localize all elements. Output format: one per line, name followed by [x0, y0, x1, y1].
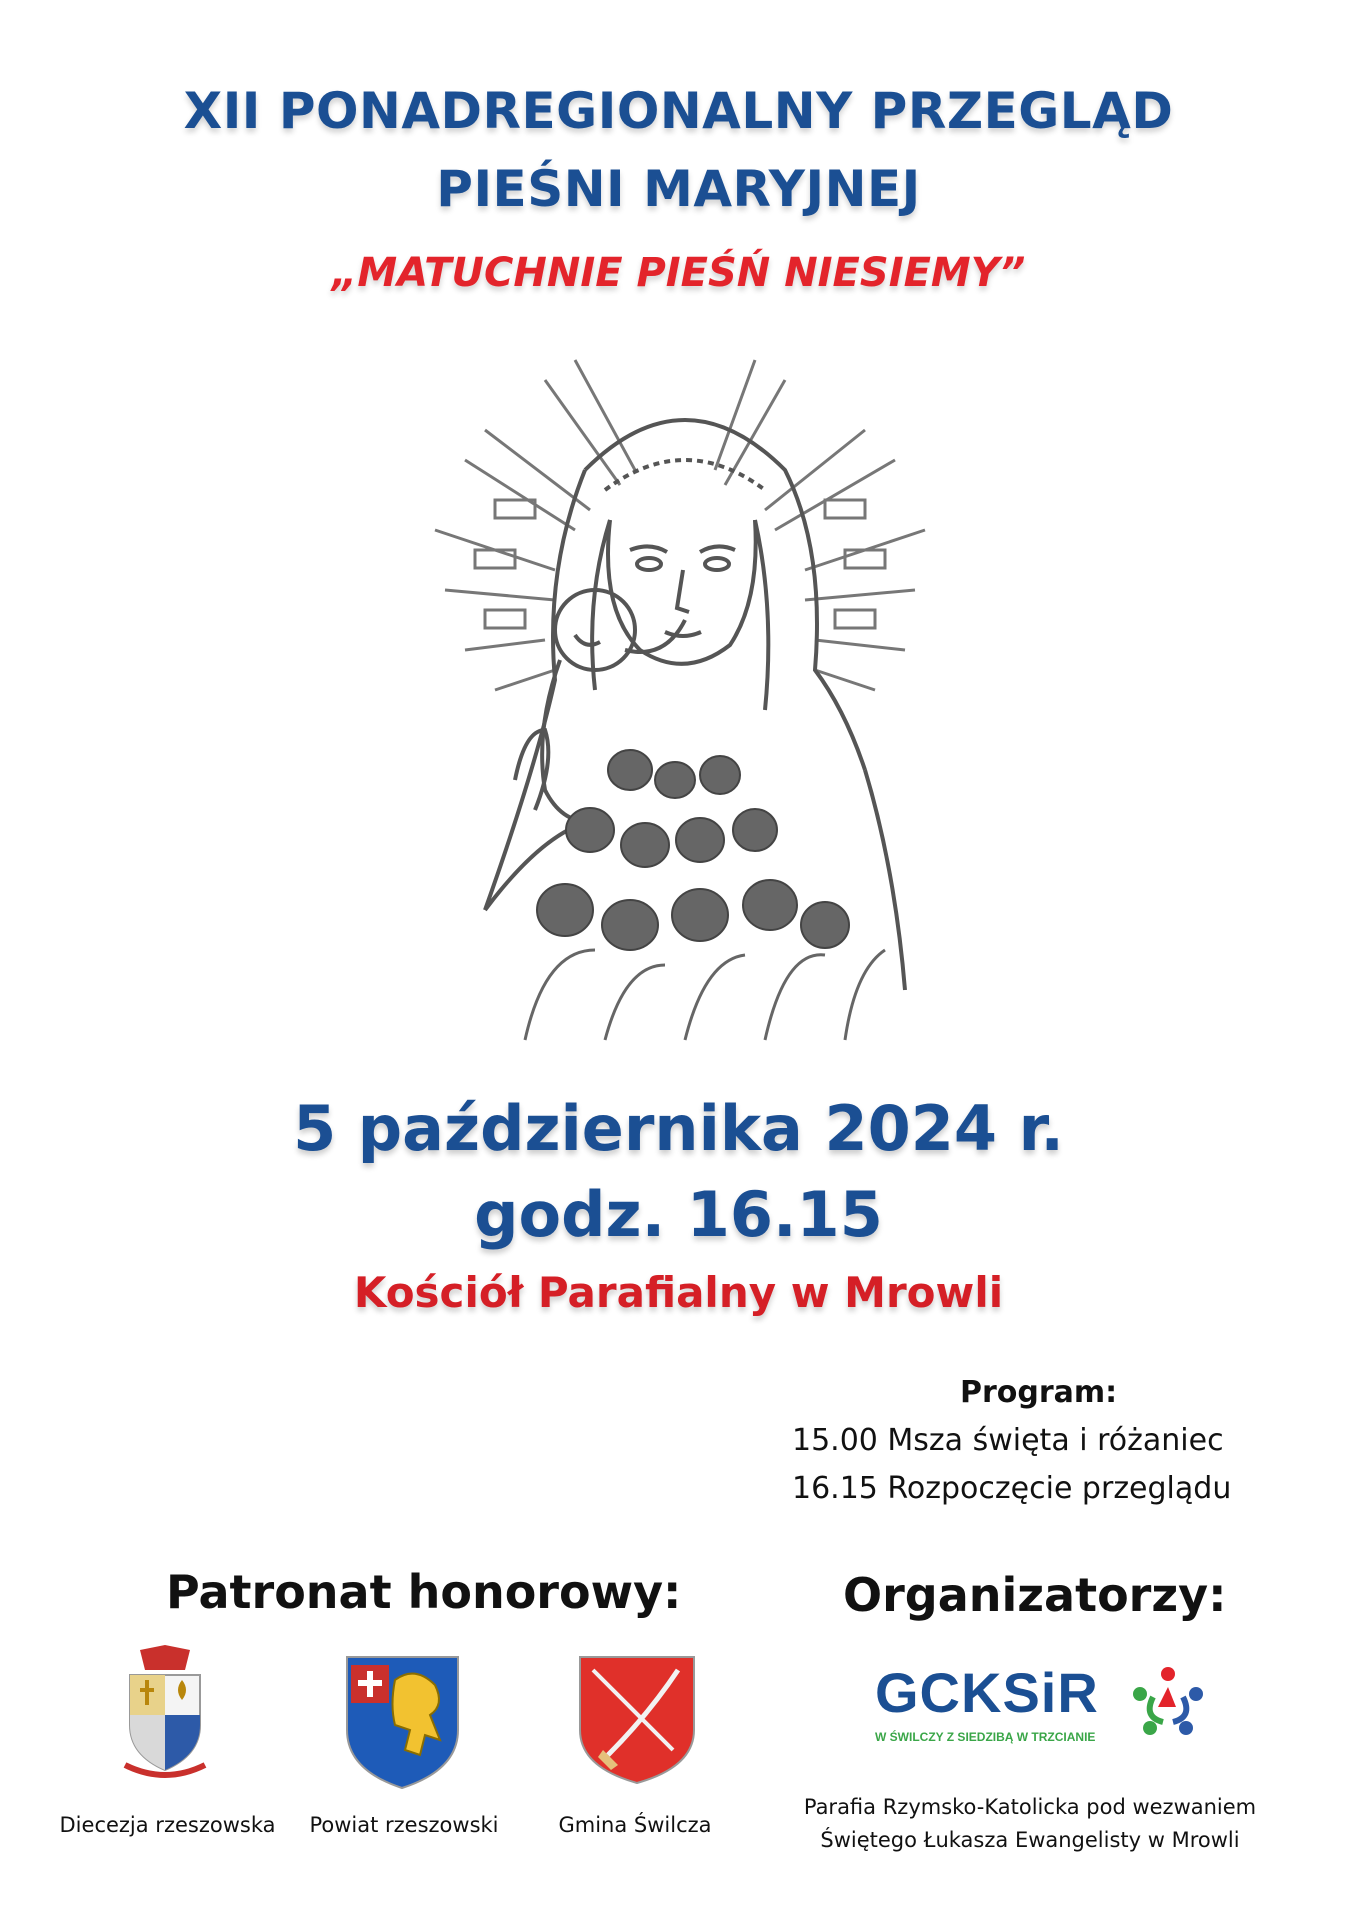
- organizers-heading: Organizatorzy:: [843, 1568, 1227, 1622]
- diocese-coat-of-arms-icon: [110, 1645, 220, 1785]
- patron-label-powiat: Powiat rzeszowski: [309, 1813, 499, 1837]
- poster-title-line2: PIEŚNI MARYJNEJ: [436, 160, 921, 218]
- patron-label-gmina: Gmina Świlcza: [558, 1813, 712, 1837]
- event-date: 5 października 2024 r.: [293, 1092, 1064, 1165]
- program-heading: Program:: [960, 1375, 1118, 1410]
- gcksir-star-people-icon: [1128, 1662, 1208, 1742]
- poster-title-line1: XII PONADREGIONALNY PRZEGLĄD: [183, 82, 1174, 140]
- parish-name-line1: Parafia Rzymsko-Katolicka pod wezwaniem: [803, 1795, 1257, 1819]
- sabre-coat-of-arms-icon: [578, 1655, 696, 1785]
- program-item-2: 16.15 Rozpoczęcie przeglądu: [792, 1471, 1232, 1506]
- poster-subtitle: „MATUCHNIE PIEŚŃ NIESIEMY”: [331, 250, 1026, 296]
- event-place: Kościół Parafialny w Mrowli: [353, 1268, 1004, 1317]
- madonna-with-child-illustration: [425, 350, 945, 1050]
- gcksir-logo-tagline: W ŚWILCZY Z SIEDZIBĄ W TRZCIANIE: [875, 1730, 1096, 1744]
- program-item-1: 15.00 Msza święta i różaniec: [792, 1423, 1224, 1458]
- gcksir-logo-text: GCKSiR: [875, 1661, 1099, 1724]
- lion-coat-of-arms-icon: [345, 1655, 460, 1790]
- patron-label-diocese: Diecezja rzeszowska: [59, 1813, 276, 1837]
- event-time: godz. 16.15: [474, 1178, 883, 1251]
- parish-name-line2: Świętego Łukasza Ewangelisty w Mrowli: [820, 1828, 1240, 1852]
- patronage-heading: Patronat honorowy:: [166, 1565, 682, 1619]
